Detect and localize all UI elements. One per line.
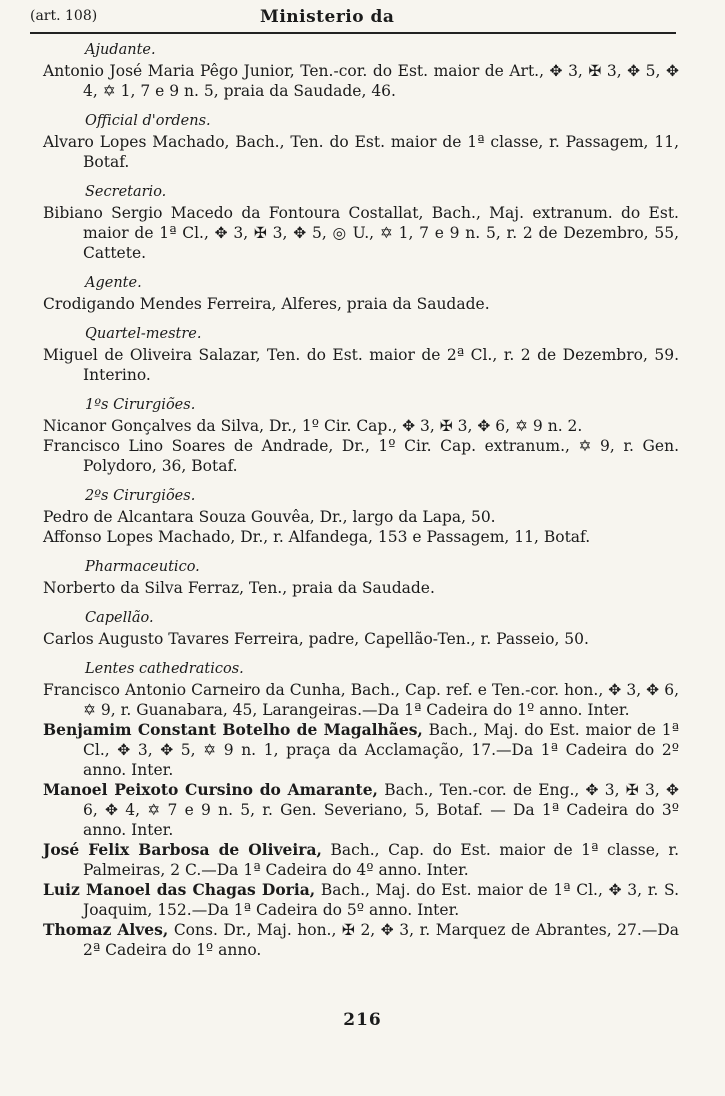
personnel-entry <box>43 507 679 527</box>
person-name: Luiz Manoel das Chagas Doria, <box>43 880 316 899</box>
person-details: Bach., Ten. do Est. maior de 1ª classe, r. Passagem, 11, Botaf. <box>83 133 680 171</box>
running-title: Ministerio da <box>260 7 395 27</box>
personnel-entry <box>43 203 679 263</box>
person-name: Alvaro Lopes Machado, <box>43 133 230 151</box>
person-details: Dr., 1º Cir. Cap. extranum., ✡ 9, r. Gen. Polydoro, 36, Botaf. <box>83 437 679 475</box>
person-details: Dr., 1º Cir. Cap., ✥ 3, ✠ 3, ✥ 6, ✡ 9 n. 2. <box>264 417 583 435</box>
section <box>43 182 679 263</box>
personnel-entry <box>43 61 679 101</box>
person-details: Ten. do Est. maior de 2ª Cl., r. 2 de Dezembro, 59. Interino. <box>83 346 679 384</box>
person-name: Benjamim Constant Botelho de Magalhães, <box>43 720 423 739</box>
person-name: Bibiano Sergio Macedo da Fontoura Costallat, <box>43 204 424 222</box>
person-name: Miguel de Oliveira Salazar, <box>43 346 261 364</box>
personnel-entry <box>43 416 679 436</box>
section-heading: Quartel-mestre. <box>85 326 202 342</box>
person-details: Bach., Maj. do Est. maior de 1ª Cl., ✥ 3, ✥ 5, ✡ 9 n. 1, praça da Acclamação, 17.—Da 1ª Cadeira do 2º anno. Inter. <box>83 721 679 779</box>
section <box>43 608 679 649</box>
article-reference: (art. 108) <box>30 8 98 24</box>
person-details: Cons. Dr., Maj. hon., ✠ 2, ✥ 3, r. Marquez de Abrantes, 27.—Da 2ª Cadeira do 1º anno. <box>83 921 679 959</box>
person-name: Affonso Lopes Machado, <box>43 528 236 546</box>
person-details: Bach., Maj. extranum. do Est. maior de 1ª Cl., ✥ 3, ✠ 3, ✥ 5, ◎ U., ✡ 1, 7 e 9 n. 5, r. 2 de Dezembro, 55, Cattete. <box>83 204 679 262</box>
section <box>43 40 679 101</box>
person-name: Nicanor Gonçalves da Silva, <box>43 417 265 435</box>
personnel-entry <box>43 578 679 598</box>
section <box>43 395 679 476</box>
person-details: Bach., Cap. ref. e Ten.-cor. hon., ✥ 3, ✥ 6, ✡ 9, r. Guanabara, 45, Larangeiras.—Da 1ª Cadeira do 1º anno. Inter. <box>83 681 679 719</box>
person-name: Francisco Antonio Carneiro da Cunha, <box>43 681 346 699</box>
person-name: Carlos Augusto Tavares Ferreira, <box>43 630 304 648</box>
section-heading: Capellão. <box>85 610 154 626</box>
section-heading: Pharmaceutico. <box>85 559 200 575</box>
page-number: 216 <box>343 1010 382 1030</box>
personnel-entry <box>43 629 679 649</box>
section-heading: Ajudante. <box>85 42 156 58</box>
person-name: Thomaz Alves, <box>43 920 169 939</box>
section <box>43 557 679 598</box>
person-name: Pedro de Alcantara Souza Gouvêa, <box>43 508 315 526</box>
personnel-entry <box>43 294 679 314</box>
section <box>43 273 679 314</box>
person-name: José Felix Barbosa de Oliveira, <box>43 840 322 859</box>
section <box>43 324 679 385</box>
person-name: Antonio José Maria Pêgo Junior, <box>43 62 295 80</box>
section-heading: Agente. <box>85 275 142 291</box>
personnel-entry <box>43 436 679 476</box>
personnel-entry <box>43 880 679 920</box>
section-heading: 1ºs Cirurgiões. <box>85 397 196 413</box>
page-header <box>30 8 676 34</box>
section-heading: Official d'ordens. <box>85 113 211 129</box>
personnel-entry <box>43 345 679 385</box>
person-name: Manoel Peixoto Cursino do Amarante, <box>43 780 378 799</box>
person-details: Dr., r. Alfandega, 153 e Passagem, 11, Botaf. <box>235 528 591 546</box>
personnel-entry <box>43 132 679 172</box>
person-details: Bach., Maj. do Est. maior de 1ª Cl., ✥ 3, r. S. Joaquim, 152.—Da 1ª Cadeira do 5º anno. Inter. <box>83 881 680 919</box>
personnel-entry <box>43 780 679 840</box>
section <box>43 659 679 960</box>
person-name: Francisco Lino Soares de Andrade, <box>43 437 334 455</box>
section <box>43 111 679 172</box>
person-details: Dr., largo da Lapa, 50. <box>314 508 496 526</box>
person-details: Alferes, praia da Saudade. <box>276 295 490 313</box>
personnel-entry <box>43 527 679 547</box>
section-heading: 2ºs Cirurgiões. <box>85 488 196 504</box>
directory-listing <box>43 40 679 960</box>
person-details: Ten.-cor. do Est. maior de Art., ✥ 3, ✠ 3, ✥ 5, ✥ 4, ✡ 1, 7 e 9 n. 5, praia da Saudade, 46. <box>83 62 679 100</box>
section-heading: Secretario. <box>85 184 167 200</box>
person-name: Norberto da Silva Ferraz, <box>43 579 245 597</box>
section <box>43 486 679 547</box>
person-details: Bach., Ten.-cor. de Eng., ✥ 3, ✠ 3, ✥ 6, ✥ 4, ✡ 7 e 9 n. 5, r. Gen. Severiano, 5, Botaf. — Da 1ª Cadeira do 3º anno. Inter. <box>83 781 679 839</box>
person-details: Ten., praia da Saudade. <box>244 579 435 597</box>
personnel-entry <box>43 920 679 960</box>
section-heading: Lentes cathedraticos. <box>85 661 244 677</box>
person-details: Bach., Cap. do Est. maior de 1ª classe, r. Palmeiras, 2 C.—Da 1ª Cadeira do 4º anno. Inter. <box>83 841 679 879</box>
person-name: Crodigando Mendes Ferreira, <box>43 295 277 313</box>
personnel-entry <box>43 840 679 880</box>
personnel-entry <box>43 720 679 780</box>
personnel-entry <box>43 680 679 720</box>
person-details: padre, Capellão-Ten., r. Passeio, 50. <box>303 630 589 648</box>
